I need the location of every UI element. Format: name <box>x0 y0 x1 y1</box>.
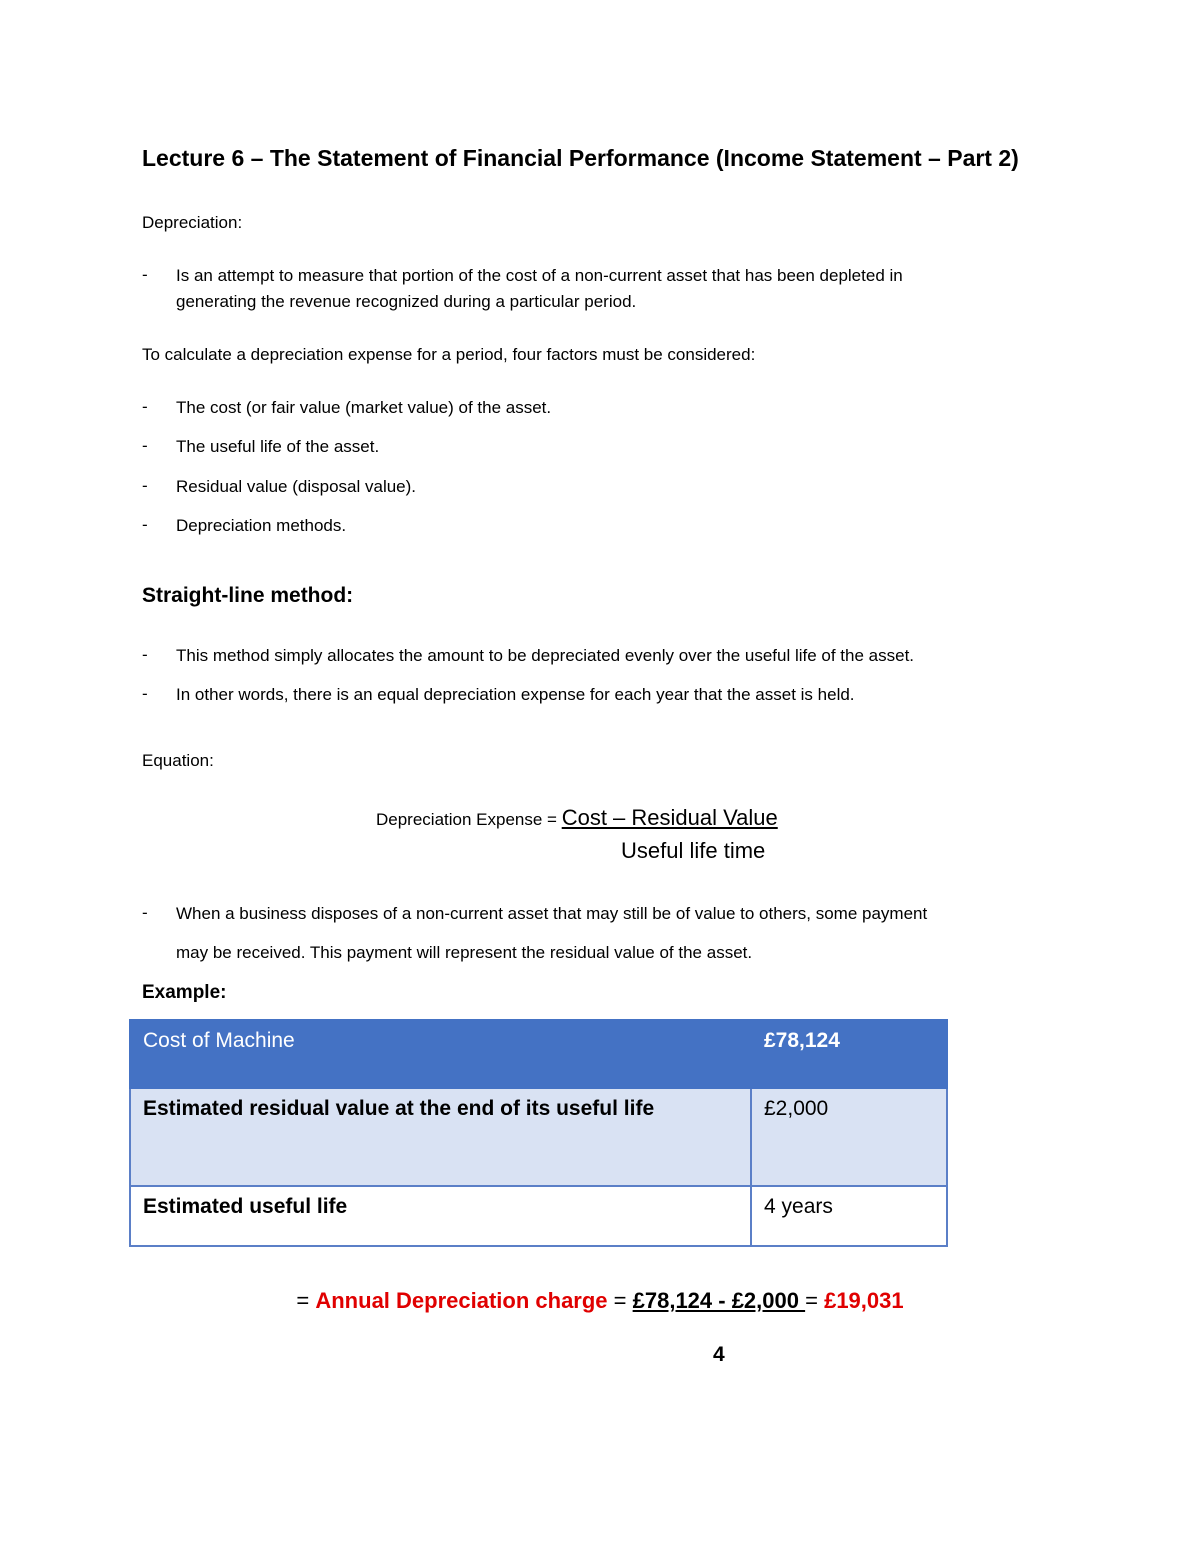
straight-line-heading: Straight-line method: <box>142 584 354 607</box>
depreciation-label: Depreciation: <box>142 213 243 232</box>
equation-numerator-line <box>376 805 778 831</box>
residual-line-1: When a business disposes of a non-current asset that may still be of value to others, some payment <box>176 904 928 923</box>
table-cell-value: £78,124 <box>751 1020 947 1088</box>
page-number: 4 <box>713 1343 725 1366</box>
table-cell-label: Estimated residual value at the end of its useful life <box>130 1088 751 1186</box>
table-cell-value: 4 years <box>751 1186 947 1246</box>
bullet-dash: - <box>142 476 148 495</box>
result-label: Annual Depreciation charge <box>315 1288 608 1313</box>
page-title: Lecture 6 – The Statement of Financial Performance (Income Statement – Part 2) <box>142 145 1019 171</box>
definition-line-2: generating the revenue recognized during a particular period. <box>176 292 637 311</box>
factors-intro: To calculate a depreciation expense for a period, four factors must be considered: <box>142 345 756 364</box>
equation-numerator: Cost – Residual Value <box>561 805 778 830</box>
definition-line-1: Is an attempt to measure that portion of the cost of a non-current asset that has been depleted in <box>176 266 903 285</box>
bullet-dash: - <box>142 436 148 455</box>
table-cell-label: Cost of Machine <box>130 1020 751 1088</box>
example-label: Example: <box>142 982 227 1003</box>
bullet-dash: - <box>142 397 148 416</box>
result-line <box>0 1288 1200 1314</box>
residual-line-2: may be received. This payment will represent the residual value of the asset. <box>176 943 753 962</box>
factor-item: The useful life of the asset. <box>176 437 380 456</box>
straight-line-bullet: This method simply allocates the amount to be depreciated evenly over the useful life of the asset. <box>176 646 915 665</box>
factor-item: The cost (or fair value (market value) of the asset. <box>176 398 552 417</box>
equation-label: Equation: <box>142 751 214 770</box>
bullet-dash: - <box>142 645 148 664</box>
bullet-dash: - <box>142 684 148 703</box>
table-cell-label: Estimated useful life <box>130 1186 751 1246</box>
equation-lhs: Depreciation Expense = <box>376 810 562 829</box>
table-row <box>130 1020 947 1088</box>
bullet-dash: - <box>142 903 148 922</box>
example-table <box>129 1019 948 1247</box>
result-eq-2: = <box>805 1288 825 1313</box>
bullet-dash: - <box>142 265 148 284</box>
factor-item: Depreciation methods. <box>176 516 347 535</box>
result-answer: £19,031 <box>824 1288 904 1313</box>
result-eq-1: = <box>607 1288 633 1313</box>
equation-denominator: Useful life time <box>621 838 766 863</box>
table-cell-value: £2,000 <box>751 1088 947 1186</box>
table-row <box>130 1186 947 1246</box>
result-prefix: = <box>296 1288 316 1313</box>
factor-item: Residual value (disposal value). <box>176 477 417 496</box>
result-calc: £78,124 - £2,000 <box>632 1288 806 1313</box>
bullet-dash: - <box>142 515 148 534</box>
table-row <box>130 1088 947 1186</box>
straight-line-bullet: In other words, there is an equal depreciation expense for each year that the asset is held. <box>176 685 855 704</box>
